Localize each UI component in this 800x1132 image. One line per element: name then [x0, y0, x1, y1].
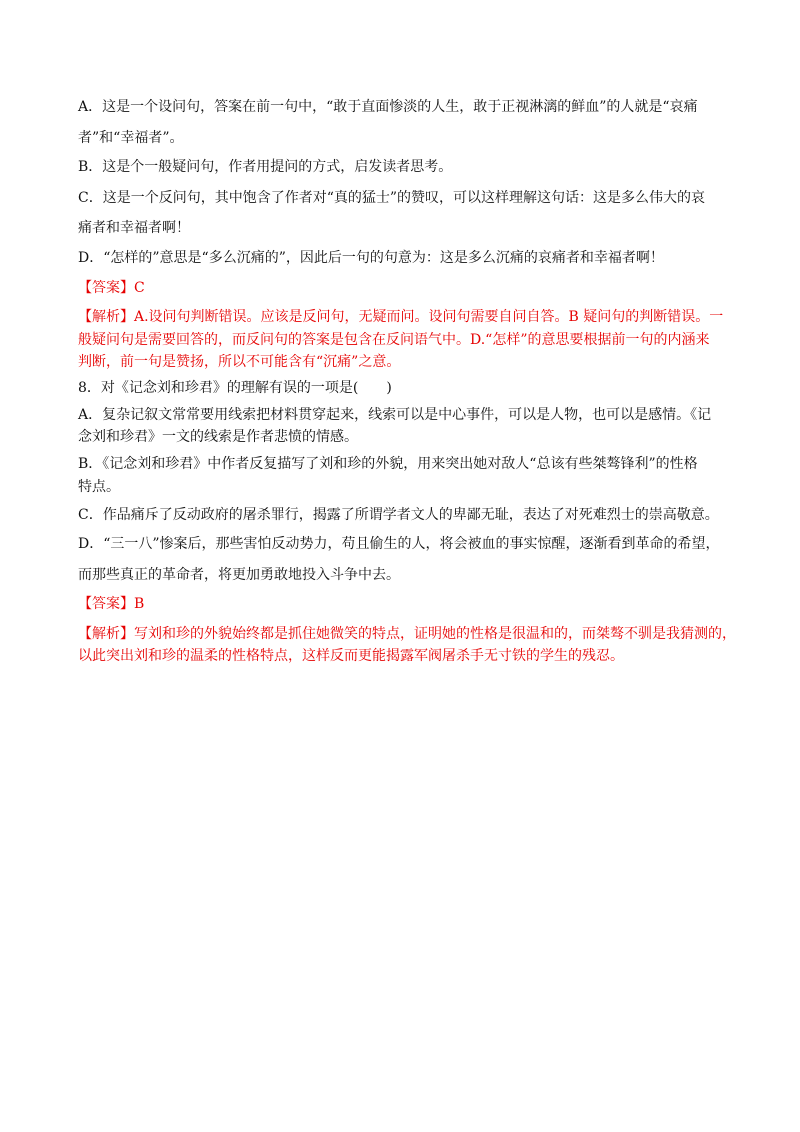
q7-option-c-line2: 痛者和幸福者啊！: [78, 220, 190, 236]
q7-option-a-line2: 者”和“幸福者”。: [78, 130, 184, 146]
q7-answer-label: 【答案】: [78, 280, 134, 296]
q8-option-d-line1: D．“三一八”惨案后，那些害怕反动势力，苟且偷生的人，将会被血的事实惊醒，逐渐看到革命的希望，: [78, 536, 720, 552]
q8-answer-value: B: [134, 596, 145, 612]
q8-option-b-line2: 特点。: [78, 479, 120, 495]
q7-analysis-line3: 判断，前一句是赞扬，所以不可能含有“沉痛”之意。: [78, 354, 401, 370]
q8-stem: 8．对《记念刘和珍君》的理解有误的一项是( ): [78, 380, 392, 396]
q8-option-b-line1: B．《记念刘和珍君》中作者反复描写了刘和珍的外貌，用来突出她对敌人“总该有些桀骜锋利”的性格: [78, 456, 698, 472]
q8-option-a-line2: 念刘和珍君》一文的线索是作者悲愤的情感。: [78, 429, 358, 445]
q8-option-c: C．作品痛斥了反动政府的屠杀罪行，揭露了所谓学者文人的卑鄙无耻，表达了对死难烈士的崇高敬意。: [78, 507, 719, 523]
q8-analysis-line2: 以此突出刘和珍的温柔的性格特点，这样反而更能揭露军阀屠杀手无寸铁的学生的残忍。: [78, 648, 624, 664]
q7-analysis-line1: [78, 307, 728, 327]
q8-analysis-line1: [78, 624, 736, 644]
q7-answer-value: C: [134, 280, 145, 296]
q8-option-a-line1: A．复杂记叙文常常要用线索把材料贯穿起来，线索可以是中心事件，可以是人物，也可以是感情。《记: [78, 407, 712, 423]
q8-analysis-text1: 写刘和珍的外貌始终都是抓住她微笑的特点，证明她的性格是很温和的，而桀骜不驯是我猜测的，: [134, 626, 736, 642]
q7-option-b: B．这是个一般疑问句，作者用提问的方式，启发读者思考。: [78, 159, 453, 175]
q7-analysis-text1: A.设问句判断错误。应该是反问句，无疑而问。设问句需要自问自答。B 疑问句的判断错误。一: [134, 309, 724, 325]
q8-analysis-label: 【解析】: [78, 626, 134, 642]
q8-answer-label: 【答案】: [78, 596, 134, 612]
q7-analysis-label: 【解析】: [78, 309, 134, 325]
q8-answer: [78, 594, 728, 614]
q7-answer: [78, 278, 728, 298]
q8-option-d-line2: 而那些真正的革命者，将更加勇敢地投入斗争中去。: [78, 567, 400, 583]
q7-option-d: D．“怎样的”意思是“多么沉痛的”，因此后一句的句意为：这是多么沉痛的哀痛者和幸福者啊！: [78, 250, 664, 266]
q7-option-a-line1: A．这是一个设问句，答案在前一句中，“敢于直面惨淡的人生，敢于正视淋漓的鲜血”的人就是“哀痛: [78, 99, 698, 115]
q7-option-c-line1: C．这是一个反问句，其中饱含了作者对“真的猛士”的赞叹，可以这样理解这句话：这是多么伟大的哀: [78, 190, 706, 206]
q7-analysis-line2: 般疑问句是需要回答的，而反问句的答案是包含在反问语气中。D.“怎样”的意思要根据前一句的内涵来: [78, 332, 710, 348]
